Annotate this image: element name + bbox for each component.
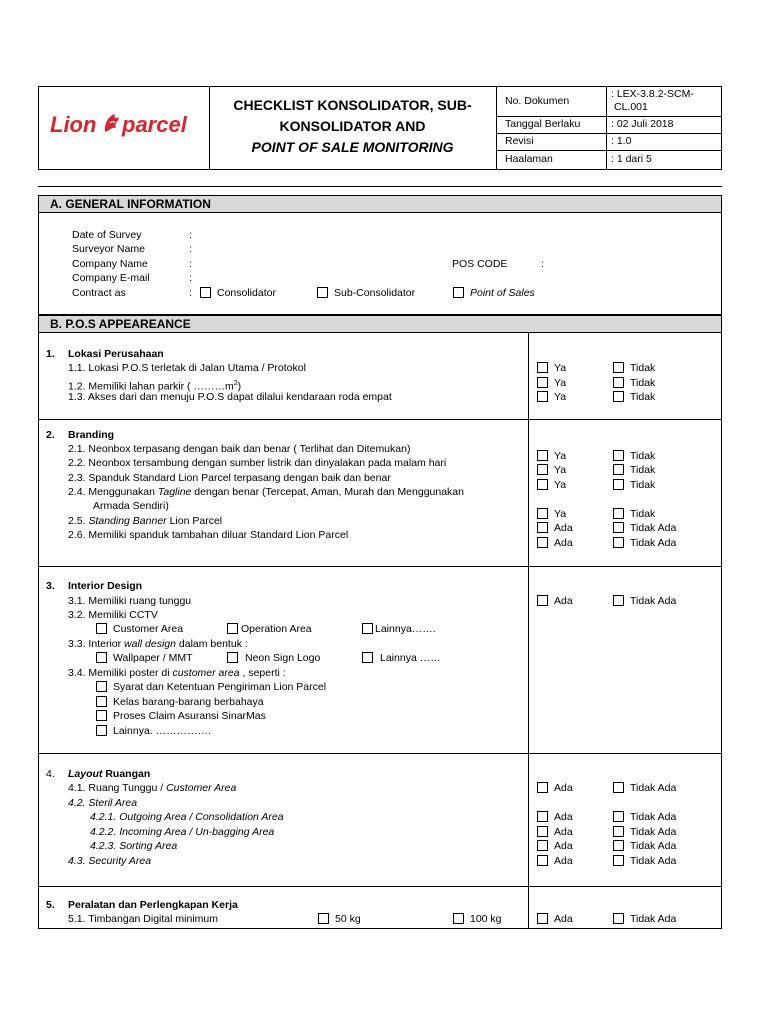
checkbox-2-2-tidak[interactable] bbox=[613, 464, 624, 475]
checkbox-wall-neon-sign[interactable] bbox=[227, 652, 238, 663]
option-point-of-sales: Point of Sales bbox=[470, 287, 535, 299]
item-2-6: 2.6. Memiliki spanduk tambahan diluar Standard Lion Parcel bbox=[68, 529, 349, 541]
group-1-number: 1. bbox=[46, 348, 55, 360]
checkbox-wall-other[interactable] bbox=[362, 652, 373, 663]
checkbox-1-3-ya[interactable] bbox=[537, 391, 548, 402]
checkbox-poster-insurance[interactable] bbox=[96, 710, 107, 721]
label-ada: Ada bbox=[554, 782, 573, 794]
option-100kg: 100 kg bbox=[470, 913, 502, 925]
label-tidak: Tidak bbox=[630, 377, 656, 389]
checkbox-4-2-2-ada[interactable] bbox=[537, 826, 548, 837]
label-ada: Ada bbox=[554, 537, 573, 549]
field-label-surveyor: Surveyor Name bbox=[72, 243, 145, 255]
checkbox-2-1-ya[interactable] bbox=[537, 450, 548, 461]
meta-label-doc-no: No. Dokumen bbox=[505, 95, 570, 107]
checkbox-2-3-ya[interactable] bbox=[537, 479, 548, 490]
label-tidak-ada: Tidak Ada bbox=[630, 855, 677, 867]
item-2-3: 2.3. Spanduk Standard Lion Parcel terpasang dengan baik dan benar bbox=[68, 472, 391, 484]
group-2-number: 2. bbox=[46, 429, 55, 441]
group-5-title: Peralatan dan Perlengkapan Kerja bbox=[68, 899, 238, 911]
meta-value-page: : 1 dari 5 bbox=[611, 153, 652, 165]
item-1-2: 1.2. Memiliki lahan parkir ( $\dots\dots\dots m^2$) bbox=[68, 380, 242, 393]
checkbox-cctv-operation-area[interactable] bbox=[227, 623, 238, 634]
checkbox-4-2-1-tidak-ada[interactable] bbox=[613, 811, 624, 822]
option-wallpaper: Wallpaper / MMT bbox=[113, 652, 193, 664]
item-3-3: 3.3. Interior wall design dalam bentuk : bbox=[68, 638, 248, 650]
label-tidak-ada: Tidak Ada bbox=[630, 826, 677, 838]
checkbox-scale-50kg[interactable] bbox=[318, 913, 329, 924]
logo-text-lion: Lion bbox=[50, 112, 97, 137]
label-ya: Ya bbox=[554, 479, 567, 491]
checkbox-4-2-3-ada[interactable] bbox=[537, 840, 548, 851]
checkbox-2-6-tidak-ada[interactable] bbox=[613, 537, 624, 548]
section-a-title: A. GENERAL INFORMATION bbox=[50, 197, 211, 211]
label-ada: Ada bbox=[554, 595, 573, 607]
item-2-4-cont: Armada Sendiri) bbox=[93, 500, 169, 512]
option-poster-other: Lainnya. ……………. bbox=[113, 725, 212, 737]
label-ya: Ya bbox=[554, 450, 567, 462]
label-tidak: Tidak bbox=[630, 479, 656, 491]
checkbox-cctv-other[interactable] bbox=[362, 623, 373, 634]
item-2-1: 2.1. Neonbox terpasang dengan baik dan benar ( Terlihat dan Ditemukan) bbox=[68, 443, 411, 455]
colon: : bbox=[189, 272, 192, 284]
checkbox-poster-dangerous-goods[interactable] bbox=[96, 696, 107, 707]
checkbox-4-3-tidak-ada[interactable] bbox=[613, 855, 624, 866]
label-ada: Ada bbox=[554, 855, 573, 867]
meta-label-page: Haalaman bbox=[505, 153, 553, 165]
group-3-title: Interior Design bbox=[68, 580, 143, 592]
field-label-contract: Contract as bbox=[72, 287, 126, 299]
meta-value-doc-no-2: CL.001 bbox=[614, 101, 648, 113]
group-2-title: Branding bbox=[68, 429, 115, 441]
colon: : bbox=[189, 243, 192, 255]
checkbox-consolidator[interactable] bbox=[200, 287, 211, 298]
field-label-email: Company E-mail bbox=[72, 272, 150, 284]
checkbox-4-3-ada[interactable] bbox=[537, 855, 548, 866]
option-poster-insurance: Proses Claim Asuransi SinarMas bbox=[113, 710, 266, 722]
checkbox-2-5-ada[interactable] bbox=[537, 522, 548, 533]
option-poster-terms: Syarat dan Ketentuan Pengiriman Lion Parcel bbox=[113, 681, 327, 693]
item-1-1: 1.1. Lokasi P.O.S terletak di Jalan Utama / Protokol bbox=[68, 362, 306, 374]
group-1-title: Lokasi Perusahaan bbox=[68, 348, 164, 360]
option-cctv-other: Lainnya……. bbox=[375, 623, 436, 635]
checkbox-1-2-tidak[interactable] bbox=[613, 377, 624, 388]
checkbox-1-1-tidak[interactable] bbox=[613, 362, 624, 373]
label-tidak: Tidak bbox=[630, 450, 656, 462]
label-ada: Ada bbox=[554, 811, 573, 823]
option-50kg: 50 kg bbox=[335, 913, 361, 925]
logo-text-parcel: parcel bbox=[122, 112, 187, 137]
group-5-number: 5. bbox=[46, 899, 55, 911]
checkbox-wall-wallpaper[interactable] bbox=[96, 652, 107, 663]
label-tidak: Tidak bbox=[630, 508, 656, 520]
colon: : bbox=[189, 229, 192, 241]
document-title-line3: POINT OF SALE MONITORING bbox=[251, 139, 454, 155]
checkbox-2-2-ya[interactable] bbox=[537, 464, 548, 475]
checkbox-4-2-2-tidak-ada[interactable] bbox=[613, 826, 624, 837]
field-label-company: Company Name bbox=[72, 258, 148, 270]
item-3-2: 3.2. Memiliki CCTV bbox=[68, 609, 158, 621]
checkbox-2-6-ada[interactable] bbox=[537, 537, 548, 548]
item-4-3: 4.3. Security Area bbox=[68, 855, 152, 867]
label-ya: Ya bbox=[554, 377, 567, 389]
label-ada: Ada bbox=[554, 826, 573, 838]
label-tidak-ada: Tidak Ada bbox=[630, 913, 677, 925]
section-b-title: B. P.O.S APPEAREANCE bbox=[50, 317, 191, 331]
checkbox-4-2-3-tidak-ada[interactable] bbox=[613, 840, 624, 851]
checkbox-cctv-customer-area[interactable] bbox=[96, 623, 107, 634]
option-sub-consolidator: Sub-Consolidator bbox=[334, 287, 416, 299]
label-ada: Ada bbox=[554, 522, 573, 534]
checkbox-2-4-tidak[interactable] bbox=[613, 508, 624, 519]
item-1-3: 1.3. Akses dari dan menuju P.O.S dapat dilalui kendaraan roda empat bbox=[68, 391, 392, 403]
meta-value-effective-date: : 02 Juli 2018 bbox=[611, 118, 674, 130]
label-ada: Ada bbox=[554, 840, 573, 852]
header-divider bbox=[38, 186, 722, 187]
option-customer-area: Customer Area bbox=[113, 623, 184, 635]
item-2-2: 2.2. Neonbox tersambung dengan sumber listrik dan dinyalakan pada malam hari bbox=[68, 457, 447, 469]
colon: : bbox=[541, 258, 544, 270]
label-tidak-ada: Tidak Ada bbox=[630, 595, 677, 607]
checkbox-1-2-ya[interactable] bbox=[537, 377, 548, 388]
document-title-line1: CHECKLIST KONSOLIDATOR, SUB- bbox=[233, 97, 472, 113]
checkbox-4-1-tidak-ada[interactable] bbox=[613, 782, 624, 793]
group-4-title: Layout Ruangan bbox=[68, 768, 151, 780]
item-4-1: 4.1. Ruang Tunggu / Customer Area bbox=[68, 782, 237, 794]
item-3-4: 3.4. Memiliki poster di customer area , seperti : bbox=[68, 667, 286, 679]
checkbox-5-1-ada[interactable] bbox=[537, 913, 548, 924]
option-operation-area: Operation Area bbox=[241, 623, 312, 635]
label-ya: Ya bbox=[554, 508, 567, 520]
item-2-4: 2.4. Menggunakan Tagline dengan benar (Tercepat, Aman, Murah dan Menggunakan bbox=[68, 486, 464, 498]
pos-code-label: POS CODE bbox=[452, 258, 508, 270]
label-tidak: Tidak bbox=[630, 464, 656, 476]
checkbox-point-of-sales[interactable] bbox=[453, 287, 464, 298]
label-tidak-ada: Tidak Ada bbox=[630, 537, 677, 549]
lion-icon bbox=[102, 112, 122, 136]
group-4-number: 4. bbox=[46, 768, 55, 780]
meta-label-revision: Revisi bbox=[505, 135, 534, 147]
label-ya: Ya bbox=[554, 464, 567, 476]
item-4-2-3: 4.2.3. Sorting Area bbox=[90, 840, 178, 852]
meta-value-doc-no-1: : LEX-3.8.2-SCM- bbox=[611, 88, 694, 100]
option-wall-other: Lainnya …… bbox=[380, 652, 441, 664]
item-4-2: 4.2. Steril Area bbox=[68, 797, 138, 809]
item-3-1: 3.1. Memiliki ruang tunggu bbox=[68, 595, 192, 607]
checkbox-scale-100kg[interactable] bbox=[453, 913, 464, 924]
item-4-2-2: 4.2.2. Incoming Area / Un-bagging Area bbox=[90, 826, 275, 838]
company-logo bbox=[50, 112, 195, 142]
checkbox-1-3-tidak[interactable] bbox=[613, 391, 624, 402]
checkbox-3-ada[interactable] bbox=[537, 595, 548, 606]
checkbox-sub-consolidator[interactable] bbox=[317, 287, 328, 298]
option-consolidator: Consolidator bbox=[217, 287, 276, 299]
label-ya: Ya bbox=[554, 362, 567, 374]
colon: : bbox=[189, 258, 192, 270]
checkbox-2-3-tidak[interactable] bbox=[613, 479, 624, 490]
item-2-5: 2.5. Standing Banner Lion Parcel bbox=[68, 515, 223, 527]
checkbox-4-1-ada[interactable] bbox=[537, 782, 548, 793]
label-tidak-ada: Tidak Ada bbox=[630, 782, 677, 794]
label-tidak: Tidak bbox=[630, 391, 656, 403]
item-4-2-1: 4.2.1. Outgoing Area / Consolidation Area bbox=[90, 811, 284, 823]
group-3-number: 3. bbox=[46, 580, 55, 592]
meta-value-revision: : 1.0 bbox=[611, 135, 632, 147]
document-title-line2: KONSOLIDATOR AND bbox=[279, 118, 426, 134]
checkbox-2-4-ya[interactable] bbox=[537, 508, 548, 519]
meta-label-effective-date: Tanggal Berlaku bbox=[505, 118, 581, 130]
label-tidak-ada: Tidak Ada bbox=[630, 811, 677, 823]
checkbox-4-2-1-ada[interactable] bbox=[537, 811, 548, 822]
label-tidak-ada: Tidak Ada bbox=[630, 840, 677, 852]
checkbox-poster-terms[interactable] bbox=[96, 681, 107, 692]
option-poster-dangerous-goods: Kelas barang-barang berbahaya bbox=[113, 696, 264, 708]
option-neon-sign: Neon Sign Logo bbox=[245, 652, 321, 664]
checkbox-2-5-tidak-ada[interactable] bbox=[613, 522, 624, 533]
item-5-1: 5.1. Timbangan Digital minimum bbox=[68, 913, 218, 925]
checkbox-1-1-ya[interactable] bbox=[537, 362, 548, 373]
checkbox-3-tidak-ada[interactable] bbox=[613, 595, 624, 606]
checkbox-poster-other[interactable] bbox=[96, 725, 107, 736]
checkbox-2-1-tidak[interactable] bbox=[613, 450, 624, 461]
label-ya: Ya bbox=[554, 391, 567, 403]
label-tidak: Tidak bbox=[630, 362, 656, 374]
colon: : bbox=[189, 287, 192, 299]
label-tidak-ada: Tidak Ada bbox=[630, 522, 677, 534]
checkbox-5-1-tidak-ada[interactable] bbox=[613, 913, 624, 924]
label-ada: Ada bbox=[554, 913, 573, 925]
field-label-date: Date of Survey bbox=[72, 229, 142, 241]
